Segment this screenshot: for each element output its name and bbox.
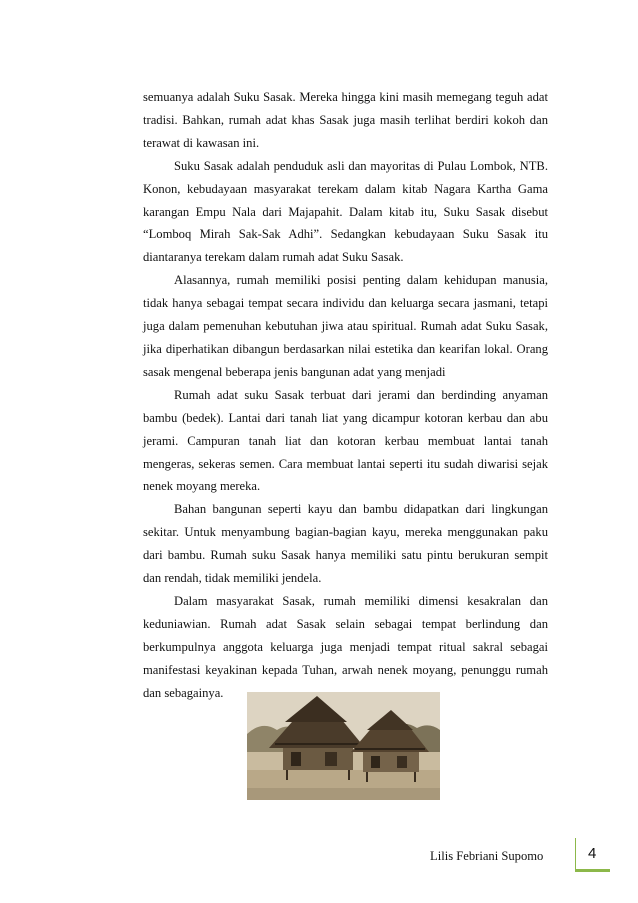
sasak-house-illustration <box>247 692 440 800</box>
paragraph-1: semuanya adalah Suku Sasak. Mereka hingga kini masih memegang teguh adat tradisi. Bahkan, rumah adat khas Sasak juga masih terlihat berdiri kokoh dan terawat di kawasan ini. <box>143 90 548 150</box>
paragraph-3: Alasannya, rumah memiliki posisi penting dalam kehidupan manusia, tidak hanya sebagai tempat secara individu dan keluarga secara jasmani, tetapi juga dalam pemenuhan kebutuhan jiwa atau spiritual. Rumah adat Suku Sasak, jika diperhatikan dibangun berdasarkan nilai estetika dan kearifan lokal. Orang sasak mengenal beberapa jenis bangunan adat yang menjadi <box>143 273 548 379</box>
footer-divider-vertical <box>575 838 576 869</box>
page-number: 4 <box>588 845 597 862</box>
footer-accent-rule <box>575 869 610 872</box>
paragraph-4: Rumah adat suku Sasak terbuat dari jerami dan berdinding anyaman bambu (bedek). Lantai dari tanah liat yang dicampur kotoran kerbau dan abu jerami. Campuran tanah liat dan kotoran kerbau membuat lantai tanah mengeras, sekeras semen. Cara membuat lantai seperti itu sudah diwarisi sejak nenek moyang mereka. <box>143 387 548 494</box>
traditional-house-photo <box>247 692 440 800</box>
paragraph-6: Dalam masyarakat Sasak, rumah memiliki dimensi kesakralan dan keduniawian. Rumah adat Sasak selain sebagai tempat berlindung dan berkumpulnya anggota keluarga juga menjadi tempat ritual sakral sebagai manifestasi keyakinan kepada Tuhan, arwah nenek moyang, penunggu rumah dan sebagainya. <box>143 593 548 700</box>
body-text <box>143 86 548 704</box>
paragraph-5: Bahan bangunan seperti kayu dan bambu didapatkan dari lingkungan sekitar. Untuk menyambung bagian-bagian kayu, mereka menggunakan paku dari bambu. Rumah suku Sasak hanya memiliki satu pintu berukuran sempit dan rendah, tidak memiliki jendela. <box>143 502 548 586</box>
author-name: Lilis Febriani Supomo <box>430 849 544 863</box>
paragraph-2: Suku Sasak adalah penduduk asli dan mayoritas di Pulau Lombok, NTB. Konon, kebudayaan masyarakat terekam dalam kitab Nagara Kartha Gama karangan Empu Nala dari Majapahit. Dalam kitab itu, Suku Sasak disebut “Lomboq Mirah Sak-Sak Adhi”. Sedangkan kebudayaan Suku Sasak itu diantaranya terekam dalam rumah adat Suku Sasak. <box>143 158 548 265</box>
